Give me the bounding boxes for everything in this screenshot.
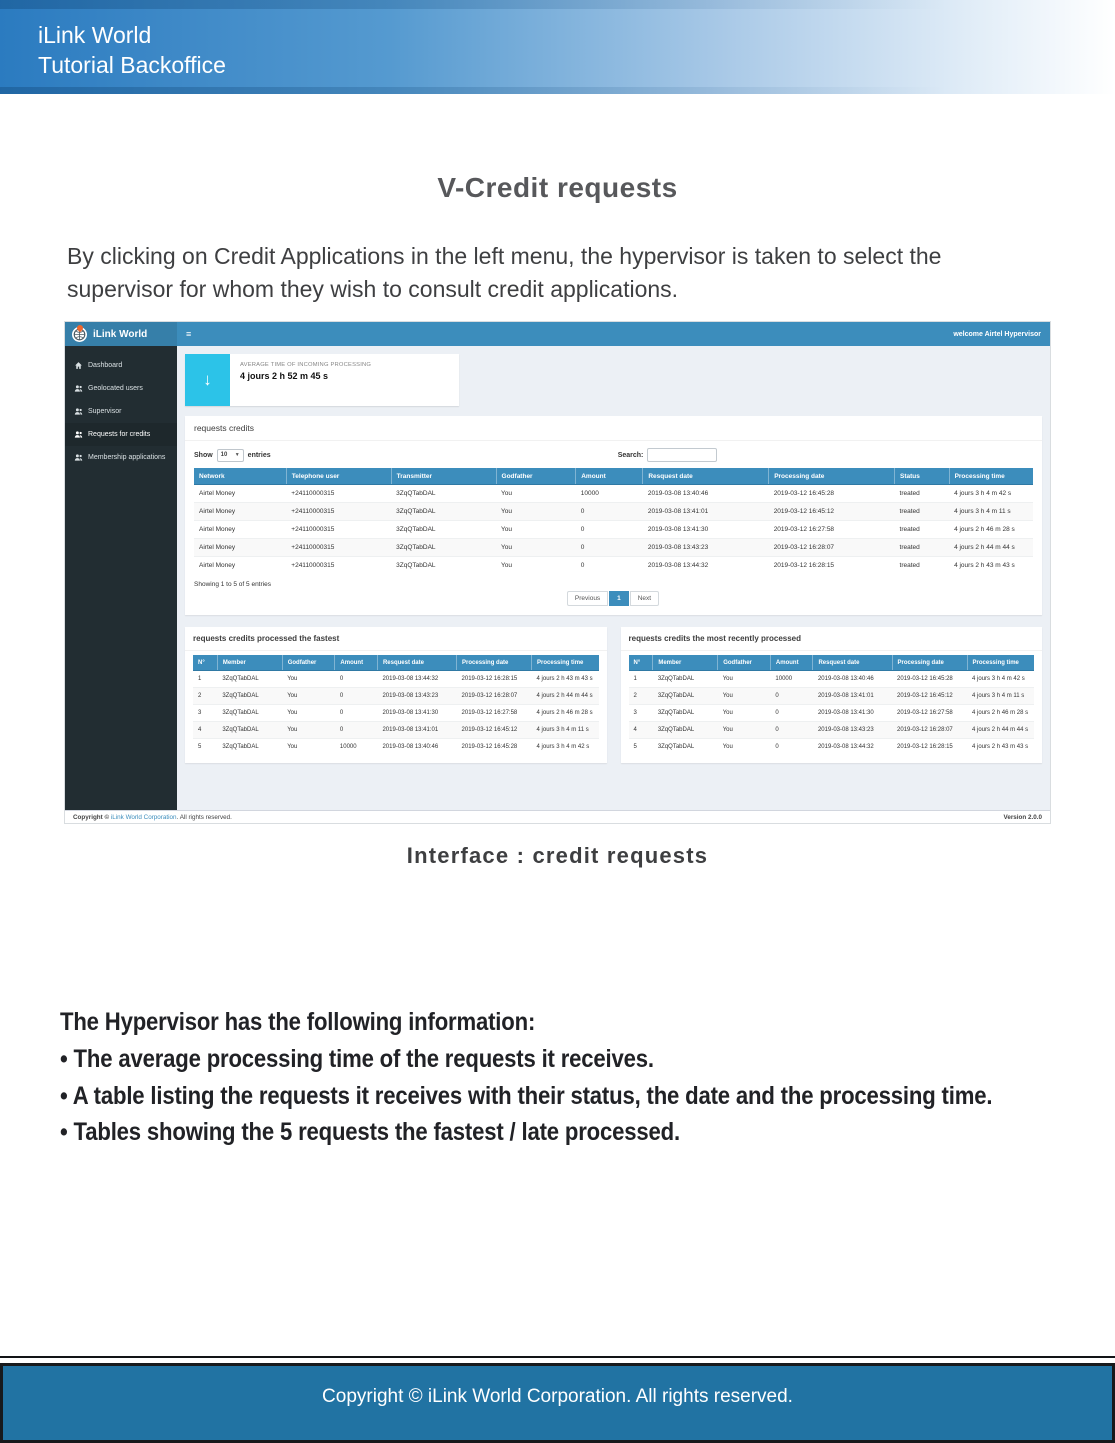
table-cell: 2019-03-12 16:28:07 [769,539,895,557]
panel-title: requests credits processed the fastest [185,627,607,651]
sidebar-item-membership-applications[interactable] [65,446,177,469]
average-time-infobox [185,354,459,406]
table-row [194,539,1033,557]
select-caret-icon: ▼ [234,452,240,458]
table-cell: 0 [576,503,643,521]
column-header[interactable]: Processing date [457,655,532,671]
table-cell: 2019-03-08 13:41:30 [377,705,456,722]
table-cell: You [282,722,335,739]
table-cell: 2019-03-08 13:43:23 [377,688,456,705]
table-header-row [194,468,1033,485]
table-cell: 2019-03-08 13:44:32 [813,739,892,756]
summary-panels [185,627,1042,763]
table-cell: 5 [193,739,217,756]
table-cell: 4 jours 2 h 46 m 28 s [949,521,1033,539]
app-version-label: Version 2.0.0 [1003,813,1042,821]
table-cell: 2019-03-08 13:44:32 [377,671,456,688]
column-header[interactable]: Resquest date [377,655,456,671]
table-cell: 3ZqQTabDAL [653,705,718,722]
table-cell: 2019-03-08 13:43:23 [643,539,769,557]
users-icon [74,453,83,462]
table-cell: Airtel Money [194,539,286,557]
table-cell: 2019-03-12 16:28:15 [892,739,967,756]
showing-entries-status: Showing 1 to 5 of 5 entries [194,581,271,588]
table-cell: treated [895,557,950,575]
table-cell: 10000 [335,739,378,756]
table-cell: 2019-03-12 16:45:12 [457,722,532,739]
header-banner [0,0,1115,94]
search-input[interactable] [647,448,717,462]
table-cell: 2019-03-12 16:27:58 [892,705,967,722]
table-cell: 2019-03-08 13:41:30 [813,705,892,722]
page-title: V-Credit requests [437,172,678,203]
table-cell: 2019-03-12 16:45:28 [769,485,895,503]
table-header-row [193,655,599,671]
table-cell: +24110000315 [286,557,391,575]
table-cell: 1 [193,671,217,688]
table-cell: +24110000315 [286,485,391,503]
table-cell: 0 [576,557,643,575]
table-cell: 2019-03-08 13:44:32 [643,557,769,575]
infobox-label: AVERAGE TIME OF INCOMING PROCESSING [240,362,372,368]
table-row [194,521,1033,539]
column-header[interactable]: Resquest date [643,468,769,485]
table-cell: 2019-03-12 16:28:07 [457,688,532,705]
figure-caption: Interface : credit requests [406,843,709,868]
table-cell: You [282,705,335,722]
table-cell: You [496,521,576,539]
table-cell: 3ZqQTabDAL [653,671,718,688]
app-footer-copyright [73,814,232,821]
table-cell: You [718,722,771,739]
table-cell: 4 jours 3 h 4 m 42 s [532,739,599,756]
table-cell: 10000 [770,671,813,688]
table-cell: 2019-03-08 13:41:30 [643,521,769,539]
column-header[interactable]: Resquest date [813,655,892,671]
table-cell: 0 [576,539,643,557]
fastest-requests-table [185,651,607,755]
table-cell: You [496,503,576,521]
column-header[interactable]: Processing date [769,468,895,485]
table-cell: 3ZqQTabDAL [391,503,496,521]
column-header[interactable]: N° [629,655,653,671]
pagination-next-button[interactable]: Next [630,591,659,606]
table-cell: 1 [629,671,653,688]
banner-line1: iLink World [38,22,152,48]
banner-text [38,20,226,80]
app-body [65,346,1050,810]
app-logo-area[interactable] [65,322,177,346]
table-cell: 4 jours 2 h 44 m 44 s [949,539,1033,557]
table-row [193,705,599,722]
table-cell: You [718,739,771,756]
column-header[interactable]: Godfather [282,655,335,671]
table-cell: 0 [576,521,643,539]
table-cell: +24110000315 [286,503,391,521]
bullet-item: • A table listing the requests it receives with their status, the date and the processing time. [60,1081,993,1110]
table-cell: 5 [629,739,653,756]
table-cell: 3ZqQTabDAL [217,722,282,739]
column-header[interactable]: Network [194,468,286,485]
table-row [193,722,599,739]
column-header[interactable]: Godfather [496,468,576,485]
table-cell: 3ZqQTabDAL [653,722,718,739]
table-cell: Airtel Money [194,503,286,521]
table-cell: 2019-03-08 13:41:01 [377,722,456,739]
table-cell: 3ZqQTabDAL [391,539,496,557]
app-navbar [65,322,1050,346]
panel-title: requests credits [185,416,1042,441]
table-cell: +24110000315 [286,539,391,557]
banner-line2: Tutorial Backoffice [38,52,226,78]
requests-credits-panel [185,416,1042,615]
table-cell: You [718,705,771,722]
table-cell: Airtel Money [194,521,286,539]
table-cell: You [282,671,335,688]
pagination-page-1-button[interactable]: 1 [609,591,629,606]
page-size-value: 10 [220,452,228,458]
table-cell: 4 jours 2 h 43 m 43 s [949,557,1033,575]
table-cell: 0 [335,671,378,688]
search-control [618,448,718,462]
table-cell: 4 jours 2 h 46 m 28 s [967,705,1034,722]
table-cell: 4 jours 3 h 4 m 11 s [949,503,1033,521]
table-cell: 2019-03-08 13:43:23 [813,722,892,739]
table-cell: 2019-03-08 13:40:46 [813,671,892,688]
table-cell: You [282,688,335,705]
bullet-item: • Tables showing the 5 requests the fastest / late processed. [60,1118,680,1147]
sidebar-item-dashboard[interactable] [65,354,177,377]
table-cell: 4 jours 3 h 4 m 11 s [967,688,1034,705]
users-icon [74,407,83,416]
home-icon [74,361,83,370]
app-sidebar [65,346,177,810]
column-header[interactable]: Amount [335,655,378,671]
table-cell: You [282,739,335,756]
sidebar-item-requests-for-credits[interactable] [65,423,177,446]
panel-title: requests credits the most recently processed [621,627,1043,651]
page-size-select[interactable] [217,449,244,462]
table-cell: 0 [335,722,378,739]
welcome-user-label[interactable]: welcome Airtel Hypervisor [953,330,1041,338]
entries-label: entries [247,451,271,459]
app-logo-icon [72,327,87,342]
column-header[interactable]: Member [653,655,718,671]
table-cell: 2019-03-12 16:27:58 [457,705,532,722]
table-cell: 3ZqQTabDAL [217,739,282,756]
column-header[interactable]: N° [193,655,217,671]
table-row [629,671,1035,688]
table-cell: Airtel Money [194,485,286,503]
table-row [193,688,599,705]
table-cell: 2019-03-12 16:45:12 [769,503,895,521]
table-row [194,503,1033,521]
bullet-item: • The average processing time of the requests it receives. [60,1044,654,1073]
table-cell: You [718,688,771,705]
sidebar-item-label: Supervisor [88,408,122,415]
table-cell: You [718,671,771,688]
users-icon [74,430,83,439]
table-cell: treated [895,503,950,521]
column-header[interactable]: Godfather [718,655,771,671]
column-header[interactable]: Transmitter [391,468,496,485]
table-cell: 2019-03-08 13:41:01 [643,503,769,521]
column-header[interactable]: Amount [576,468,643,485]
sidebar-item-label: Membership applications [88,454,166,461]
table-row [629,722,1035,739]
info-heading: The Hypervisor has the following information: [60,1008,536,1036]
table-cell: 3ZqQTabDAL [217,688,282,705]
table-cell: 3ZqQTabDAL [653,739,718,756]
table-row [629,739,1035,756]
table-cell: 2019-03-12 16:45:28 [457,739,532,756]
table-cell: +24110000315 [286,521,391,539]
requests-credits-table [185,468,1042,574]
table-cell: 10000 [576,485,643,503]
sidebar-item-label: Dashboard [88,362,123,369]
table-cell: 4 jours 2 h 43 m 43 s [967,739,1034,756]
table-cell: 2019-03-12 16:45:12 [892,688,967,705]
column-header[interactable]: Status [895,468,950,485]
sidebar-item-supervisor[interactable] [65,400,177,423]
table-cell: 2019-03-08 13:41:01 [813,688,892,705]
backoffice-screenshot [65,322,1050,823]
table-cell: 4 jours 2 h 43 m 43 s [532,671,599,688]
table-cell: 2019-03-12 16:28:15 [769,557,895,575]
table-cell: 2019-03-08 13:40:46 [643,485,769,503]
fastest-requests-panel [185,627,607,763]
page-footer-text: Copyright © iLink World Corporation. All rights reserved. [322,1386,793,1407]
table-row [194,485,1033,503]
table-cell: 4 jours 2 h 44 m 44 s [967,722,1034,739]
table-row [193,671,599,688]
infobox-value: 4 jours 2 h 52 m 45 s [240,371,329,381]
table-cell: 2 [193,688,217,705]
info-block [60,1004,1109,1151]
page-footer [0,1363,1115,1443]
table-cell: 3 [629,705,653,722]
table-header-row [629,655,1035,671]
table-cell: treated [895,539,950,557]
table-cell: 3ZqQTabDAL [391,521,496,539]
table-row [194,557,1033,575]
table-controls [194,444,1033,466]
table-cell: 2019-03-12 16:27:58 [769,521,895,539]
rights-label: . All rights reserved. [176,813,232,821]
table-cell: 4 jours 3 h 4 m 42 s [949,485,1033,503]
table-cell: 0 [335,705,378,722]
table-cell: 3ZqQTabDAL [391,485,496,503]
table-cell: 2019-03-12 16:28:07 [892,722,967,739]
table-cell: 3ZqQTabDAL [217,671,282,688]
table-cell: 4 [193,722,217,739]
table-cell: 2019-03-12 16:45:28 [892,671,967,688]
column-header[interactable]: Processing time [949,468,1033,485]
app-content [177,346,1050,810]
table-row [629,688,1035,705]
table-cell: treated [895,485,950,503]
column-header[interactable]: Processing time [967,655,1034,671]
table-cell: 4 jours 3 h 4 m 42 s [967,671,1034,688]
infobox-text [230,354,381,406]
sidebar-item-geolocated-users[interactable] [65,377,177,400]
column-header[interactable]: Telephone user [286,468,391,485]
recent-requests-panel [621,627,1043,763]
table-cell: 2019-03-12 16:28:15 [457,671,532,688]
column-header[interactable]: Processing date [892,655,967,671]
table-cell: 4 [629,722,653,739]
table-cell: 0 [770,722,813,739]
show-label: Show [194,451,213,459]
table-cell: Airtel Money [194,557,286,575]
company-link[interactable]: iLink World Corporation [110,813,177,821]
table-cell: 3ZqQTabDAL [217,705,282,722]
pagination [185,591,1042,610]
table-cell: 2 [629,688,653,705]
app-topbar [177,322,1050,346]
table-cell: 2019-03-08 13:40:46 [377,739,456,756]
table-cell: 3 [193,705,217,722]
table-cell: 0 [335,688,378,705]
pagination-previous-button[interactable]: Previous [567,591,608,606]
table-cell: You [496,485,576,503]
menu-toggle-icon[interactable]: ≡ [186,329,192,339]
app-brand: iLink World [93,328,148,340]
table-cell: 0 [770,688,813,705]
table-cell: 4 jours 2 h 46 m 28 s [532,705,599,722]
footer-divider [0,1356,1115,1358]
sidebar-item-label: Geolocated users [88,385,143,392]
table-cell: treated [895,521,950,539]
table-cell: 4 jours 2 h 44 m 44 s [532,688,599,705]
search-label: Search: [617,451,644,459]
table-cell: You [496,557,576,575]
table-row [193,739,599,756]
table-cell: You [496,539,576,557]
table-row [629,705,1035,722]
intro-paragraph: By clicking on Credit Applications in the left menu, the hypervisor is taken to select the supervisor for whom they wish to consult credit applications. [67,243,942,303]
table-cell: 3ZqQTabDAL [391,557,496,575]
column-header[interactable]: Processing time [532,655,599,671]
app-footer [65,810,1050,823]
column-header[interactable]: Amount [770,655,813,671]
copyright-label: Copyright © [73,813,110,821]
recent-requests-table [621,651,1043,755]
table-cell: 4 jours 3 h 4 m 11 s [532,722,599,739]
show-entries-control [194,449,271,462]
table-cell: 0 [770,705,813,722]
table-cell: 0 [770,739,813,756]
column-header[interactable]: Member [217,655,282,671]
users-icon [74,384,83,393]
table-cell: 3ZqQTabDAL [653,688,718,705]
download-arrow-icon: ↓ [185,354,230,406]
sidebar-item-label: Requests for credits [88,431,151,438]
